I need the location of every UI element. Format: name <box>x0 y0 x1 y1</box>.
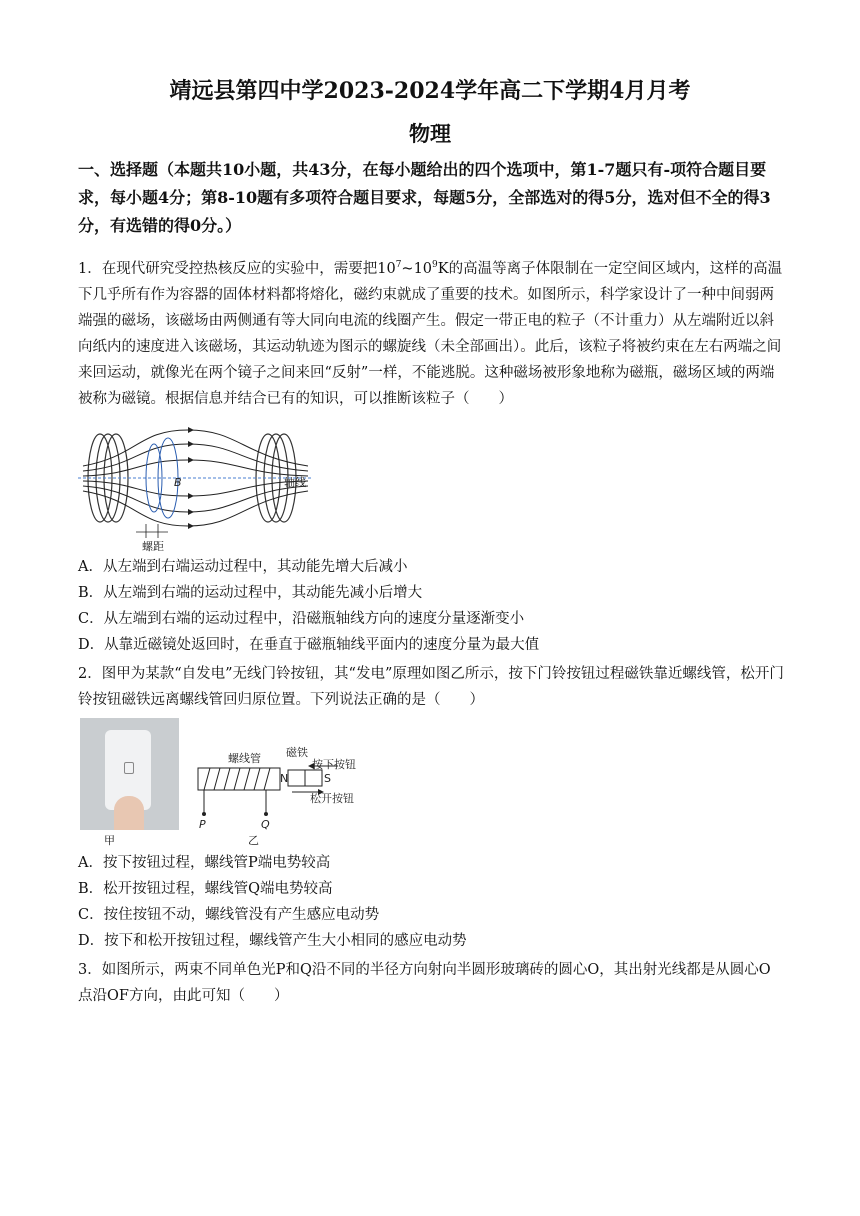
q2-option-d: D．按下和松开按钮过程，螺线管产生大小相同的感应电动势 <box>78 933 467 949</box>
label-S: S <box>324 772 331 785</box>
section-heading: 一、选择题（本题共10小题，共43分，在每小题给出的四个选项中，第1-7题只有-项符合题目要求，每小题4分；第8-10题有多项符合题目要求，每题5分，全部选对的得5分，选对但不全的得3分，有选错的得0分。） <box>78 160 771 235</box>
q1-option-b: B．从左端到右端的运动过程中，其动能先减小后增大 <box>78 585 423 601</box>
subject-title: 物理 <box>409 121 451 146</box>
label-P: P <box>199 818 206 831</box>
q1-stem: 1．在现代研究受控热核反应的实验中，需要把$10^7\sim 10^9K$的高温等离子体限制在一定空间区域内，这样的高温下几乎所有作为容器的固体材料都将熔化，磁约束就成了重要的技术。如图所示，科学家设计了一种中间弱两端强的磁场，该磁场由两侧通有等大同向电流的线圈产生。假定一带正电的粒子（不计重力）从左端附近以斜向纸内的速度进入该磁场，其运动轨迹为图示的螺旋线（未全部画出）。此后，该粒子将被约束在左右两端之间来回运动，就像光在两个镜子之间来回“反射”一样，不能逃脱。这种磁场被形象地称为磁瓶，磁场区域的两端被称为磁镜。根据信息并结合已有的知识，可以推断该粒子（ ） <box>78 260 783 407</box>
magnetic-bottle-figure <box>78 426 318 554</box>
q2-option-c: C．按住按钮不动，螺线管没有产生感应电动势 <box>78 907 380 923</box>
label-yi: 乙 <box>248 834 259 846</box>
label-B: B <box>174 476 182 489</box>
label-Q: Q <box>261 818 270 831</box>
exam-title: 靖远县第四中学2023-2024学年高二下学期4月月考 <box>169 78 691 104</box>
q2-option-b: B．松开按钮过程，螺线管Q端电势较高 <box>78 881 333 897</box>
label-solenoid: 螺线管 <box>228 752 261 765</box>
q1-option-a: A．从左端到右端运动过程中，其动能先增大后减小 <box>78 559 408 575</box>
q2-option-a: A．按下按钮过程，螺线管P端电势较高 <box>78 855 331 871</box>
q1-temp-range: $10^7\sim 10^9K$ <box>377 260 449 277</box>
label-release: 松开按钮 <box>310 792 354 805</box>
label-axis: 轴线 <box>284 476 306 489</box>
label-N: N <box>280 772 289 785</box>
label-pitch: 螺距 <box>142 540 164 553</box>
solenoid-figure <box>192 744 392 846</box>
label-press: 按下按钮 <box>312 758 356 771</box>
finger <box>114 796 144 830</box>
q2-stem: 2．图甲为某款“自发电”无线门铃按钮，其“发电”原理如图乙所示，按下门铃按钮过程磁铁靠近螺线管，松开门铃按钮磁铁远离螺线管回归原位置。下列说法正确的是（ ） <box>78 666 784 708</box>
label-magnet: 磁铁 <box>286 746 308 759</box>
q1-option-c: C．从左端到右端的运动过程中，沿磁瓶轴线方向的速度分量逐渐变小 <box>78 611 525 627</box>
doorbell-photo <box>80 718 179 830</box>
label-jia: 甲 <box>104 834 115 847</box>
bell-icon <box>124 762 134 774</box>
q3-stem: 3．如图所示，两束不同单色光P和Q沿不同的半径方向射向半圆形玻璃砖的圆心O，其出射光线都是从圆心O点沿OF方向，由此可知（ ） <box>78 962 771 1004</box>
q1-option-d: D．从靠近磁镜处返回时，在垂直于磁瓶轴线平面内的速度分量为最大值 <box>78 637 540 653</box>
